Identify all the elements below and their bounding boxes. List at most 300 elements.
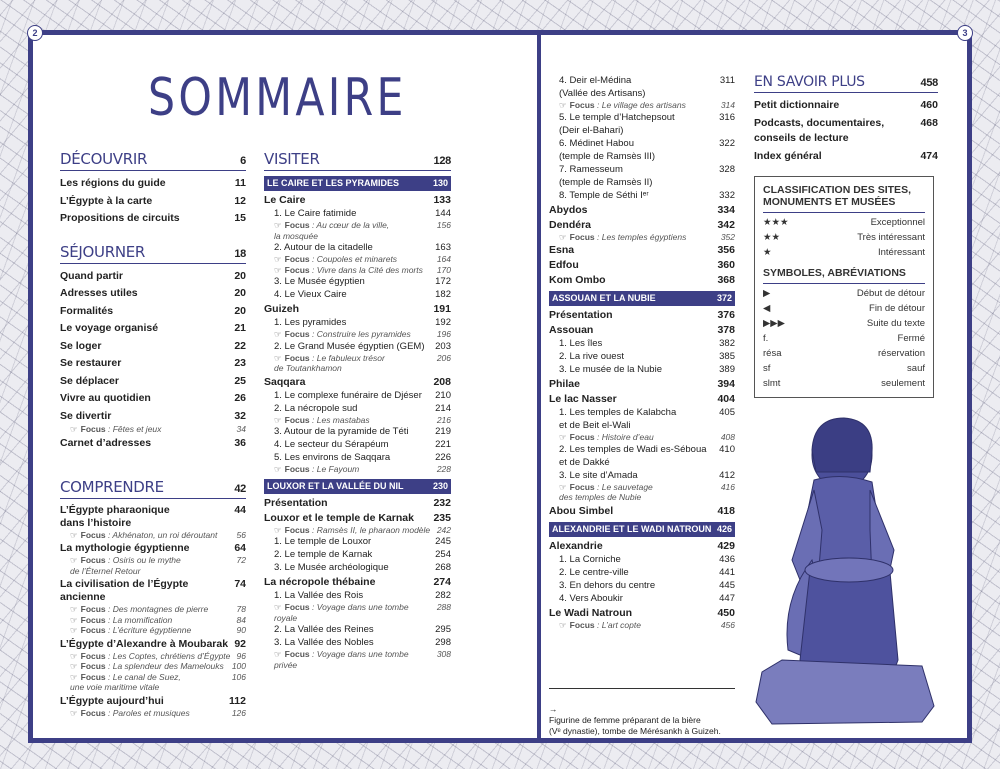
toc-entry-page: 182 xyxy=(435,289,451,300)
toc-entry-label: Kom Ombo xyxy=(549,274,606,286)
toc-entry-page: 389 xyxy=(719,364,735,375)
section-sejourner[interactable] xyxy=(60,243,246,264)
toc-entry-label: 5. Le temple d’Hatchepsout (Deir el-Bahari) xyxy=(559,111,675,136)
toc-entry-label: Alexandrie xyxy=(549,539,603,552)
toc-entry-label: Guizeh xyxy=(264,303,300,315)
toc-entry-page: 216 xyxy=(436,414,451,425)
toc-entry[interactable] xyxy=(549,378,735,391)
toc-entry-label: Philae xyxy=(549,378,580,390)
toc-entry-page: 74 xyxy=(234,578,246,590)
toc-entry[interactable] xyxy=(549,350,735,363)
toc-entry-page: 416 xyxy=(720,481,735,492)
toc-focus-entry[interactable] xyxy=(264,415,451,426)
toc-entry-label: ☞ Focus : Voyage dans une tombe royale xyxy=(274,602,409,623)
toc-entry-page: 78 xyxy=(236,604,246,614)
toc-column-3 xyxy=(549,74,735,630)
toc-entry[interactable] xyxy=(60,504,246,530)
toc-entry[interactable] xyxy=(60,542,246,555)
toc-entry[interactable] xyxy=(264,402,451,415)
toc-entry[interactable] xyxy=(264,376,451,389)
toc-entry-label: 1. Les temples de Kalabcha et de Beit el-Wali xyxy=(559,407,677,431)
toc-entry-label: Le Caire xyxy=(264,194,306,206)
toc-entry-label: 2. Le centre-ville xyxy=(559,566,629,578)
toc-entry-label: Propositions de circuits xyxy=(60,212,180,224)
toc-entry-page: 308 xyxy=(436,649,451,659)
toc-focus-entry[interactable] xyxy=(264,464,451,475)
toc-entry[interactable] xyxy=(264,275,451,288)
page-number-left: 2 xyxy=(27,25,43,41)
toc-entry-page: 90 xyxy=(236,625,246,635)
toc-entry-page: 100 xyxy=(231,661,246,671)
toc-entry-label: ☞ Focus : Le canal de Suez, une voie maritime vitale xyxy=(70,671,181,692)
toc-entry[interactable] xyxy=(264,561,451,574)
toc-focus-entry[interactable] xyxy=(264,265,451,276)
section-decouvrir[interactable] xyxy=(60,150,246,171)
toc-entry-label: L’Égypte pharaonique dans l’histoire xyxy=(60,503,170,529)
toc-entry[interactable] xyxy=(549,219,735,232)
toc-entry[interactable] xyxy=(264,512,451,525)
toc-entry-page: 192 xyxy=(435,317,451,328)
toc-entry[interactable] xyxy=(60,286,246,302)
toc-entry-page: 360 xyxy=(717,259,735,271)
toc-entry-page: 445 xyxy=(719,579,735,591)
toc-entry[interactable] xyxy=(754,149,938,165)
toc-focus-entry[interactable] xyxy=(60,708,246,719)
toc-entry-page: 232 xyxy=(433,496,451,509)
toc-entry-page: 376 xyxy=(717,309,735,321)
toc-entry[interactable] xyxy=(264,576,451,589)
toc-entry-label: 1. Le temple de Louxor xyxy=(274,536,372,547)
toc-entry[interactable] xyxy=(549,443,735,469)
toc-focus-entry[interactable] xyxy=(264,525,451,536)
toc-entry[interactable] xyxy=(264,451,451,464)
toc-entry[interactable] xyxy=(754,116,938,147)
toc-entry-label: ☞ Focus : Construire les pyramides xyxy=(274,329,411,339)
toc-entry-page: 394 xyxy=(717,378,735,390)
legend-entry xyxy=(763,286,925,301)
legend-definition: Début de détour xyxy=(856,288,925,299)
statue-jar-rim xyxy=(805,558,893,582)
assouan-list xyxy=(549,309,735,518)
toc-focus-entry[interactable] xyxy=(549,620,735,631)
toc-entry-label: Se divertir xyxy=(60,409,112,422)
toc-entry-page: 404 xyxy=(717,393,735,405)
toc-entry[interactable] xyxy=(60,638,246,651)
toc-entry-page: 418 xyxy=(717,504,735,517)
toc-focus-entry[interactable] xyxy=(60,661,246,672)
pointing-hand-icon: ☞ xyxy=(274,602,282,612)
toc-focus-entry[interactable] xyxy=(549,100,735,111)
image-caption xyxy=(549,688,735,737)
toc-entry[interactable] xyxy=(549,469,735,482)
toc-entry[interactable] xyxy=(60,578,246,604)
legend-box xyxy=(754,176,934,398)
toc-focus-entry[interactable] xyxy=(60,672,246,693)
toc-focus-entry[interactable] xyxy=(549,232,735,243)
toc-entry[interactable] xyxy=(549,406,735,432)
section-comprendre[interactable] xyxy=(60,478,246,499)
toc-entry[interactable] xyxy=(264,497,451,510)
toc-entry-label: Se loger xyxy=(60,339,102,352)
toc-entry[interactable]: Carnet d’adresses 36 xyxy=(60,436,246,449)
toc-entry-label: Présentation xyxy=(549,309,613,321)
toc-entry-page: 352 xyxy=(720,231,735,242)
toc-entry-page: 20 xyxy=(234,269,246,282)
page-gutter xyxy=(537,35,541,738)
section-page: 128 xyxy=(433,155,451,167)
toc-entry-label: ☞ Focus : L’écriture égyptienne xyxy=(70,625,192,635)
legend-symbol: ▶▶▶ xyxy=(763,318,785,329)
toc-entry-label: 2. Autour de la citadelle xyxy=(274,242,373,253)
toc-entry-label: Vivre au quotidien xyxy=(60,392,151,404)
toc-entry[interactable] xyxy=(264,340,451,353)
toc-entry[interactable] xyxy=(549,137,735,163)
pointing-hand-icon: ☞ xyxy=(274,464,282,474)
toc-entry[interactable] xyxy=(549,309,735,322)
toc-entry-label: ☞ Focus : La splendeur des Mamelouks xyxy=(70,661,224,671)
toc-entry-page: 163 xyxy=(435,242,451,253)
toc-entry-page: 447 xyxy=(719,592,735,604)
toc-entry-page: 214 xyxy=(435,402,451,414)
region-band-louxor[interactable]: LOUXOR ET LA VALLÉE DU NIL 230 xyxy=(264,479,451,494)
section-savoir-plus[interactable] xyxy=(754,74,938,93)
toc-entry[interactable] xyxy=(549,189,735,202)
toc-entry-page: 32 xyxy=(234,409,246,422)
toc-entry[interactable] xyxy=(60,321,246,337)
toc-entry-page: 25 xyxy=(234,374,246,387)
toc-entry-label: La civilisation de l’Égypte ancienne xyxy=(60,578,189,603)
toc-entry[interactable] xyxy=(549,540,735,553)
toc-focus-entry[interactable] xyxy=(60,530,246,541)
toc-entry-label: Index général xyxy=(754,149,822,162)
pointing-hand-icon: ☞ xyxy=(70,625,78,635)
toc-entry-label: L’Égypte aujourd’hui xyxy=(60,694,164,707)
toc-entry-label: 6. Médinet Habou (temple de Ramsès III) xyxy=(559,137,656,162)
region-band-alexandrie[interactable]: ALEXANDRIE ET LE WADI NATROUN 426 xyxy=(549,522,735,537)
toc-entry-label: 2. Le Grand Musée égyptien (GEM) xyxy=(274,340,425,352)
toc-entry[interactable] xyxy=(264,425,451,438)
toc-entry[interactable] xyxy=(549,324,735,337)
toc-entry-page: 468 xyxy=(920,116,938,129)
toc-entry-label: 3. Le site d’Amada xyxy=(559,469,638,481)
toc-focus-entry[interactable] xyxy=(264,329,451,340)
toc-entry-label: 3. Le Musée égyptien xyxy=(274,276,365,287)
toc-entry-label: 7. Ramesseum (temple de Ramsès II) xyxy=(559,163,653,188)
toc-focus-entry[interactable] xyxy=(549,482,735,503)
pointing-hand-icon: ☞ xyxy=(274,524,282,535)
section-title: VISITER xyxy=(264,150,320,168)
toc-entry[interactable] xyxy=(549,244,735,257)
visiter-continued-list xyxy=(549,74,735,287)
toc-entry[interactable] xyxy=(60,304,246,320)
toc-entry-page: 316 xyxy=(719,111,735,123)
toc-entry-label: 1. La Corniche xyxy=(559,553,621,565)
toc-entry-label: Louxor et le temple de Karnak xyxy=(264,511,414,524)
toc-entry-page: 474 xyxy=(920,149,938,162)
toc-entry-page: 378 xyxy=(717,324,735,336)
toc-entry[interactable] xyxy=(549,259,735,272)
toc-entry-label: Se déplacer xyxy=(60,374,119,387)
toc-entry-page: 254 xyxy=(435,549,451,560)
toc-entry[interactable] xyxy=(549,74,735,100)
toc-entry-label: ☞ Focus : Le Fayoum xyxy=(274,464,360,474)
toc-focus-entry[interactable] xyxy=(60,555,246,576)
legend-entry xyxy=(763,376,925,391)
toc-entry-label: Le Wadi Natroun xyxy=(549,606,633,619)
toc-entry[interactable] xyxy=(549,607,735,620)
toc-entry-label: La mythologie égyptienne xyxy=(60,542,190,554)
toc-entry-label: Abydos xyxy=(549,203,588,216)
toc-entry-label: 2. Les temples de Wadi es-Séboua et de Dakké xyxy=(559,443,707,468)
toc-entry-page: 328 xyxy=(719,163,735,175)
toc-entry[interactable] xyxy=(264,636,451,649)
legend-symbol: sf xyxy=(763,363,771,374)
toc-entry-label: ☞ Focus : Paroles et musiques xyxy=(70,707,190,718)
section-visiter[interactable] xyxy=(264,150,451,171)
toc-entry-page: 196 xyxy=(436,329,451,339)
toc-entry-page: 56 xyxy=(236,529,246,540)
toc-entry-page: 274 xyxy=(433,576,451,588)
toc-entry-label: Podcasts, documentaires, conseils de lecture xyxy=(754,116,885,144)
legend-divider xyxy=(763,212,925,213)
toc-focus-entry[interactable] xyxy=(264,254,451,265)
pointing-hand-icon: ☞ xyxy=(274,414,282,425)
toc-entry-page: 408 xyxy=(720,432,735,442)
toc-entry[interactable] xyxy=(60,194,246,210)
toc-entry-label: La nécropole thébaine xyxy=(264,576,376,588)
toc-focus-entry[interactable] xyxy=(60,604,246,615)
toc-entry[interactable] xyxy=(264,548,451,561)
toc-entry-page: 322 xyxy=(719,137,735,149)
pointing-hand-icon: ☞ xyxy=(274,254,282,264)
toc-entry-label: ☞ Focus : Les temples égyptiens xyxy=(559,231,687,242)
toc-entry[interactable] xyxy=(549,337,735,350)
toc-entry-page: 20 xyxy=(234,304,246,317)
toc-entry-page: 22 xyxy=(234,339,246,352)
toc-entry[interactable] xyxy=(60,695,246,708)
toc-entry-page: 11 xyxy=(234,177,246,189)
toc-entry-page: 228 xyxy=(436,464,451,474)
toc-entry-page: 245 xyxy=(435,536,451,547)
toc-entry-page: 203 xyxy=(435,340,451,352)
toc-entry-page: 72 xyxy=(236,555,246,565)
toc-entry-page: 385 xyxy=(719,351,735,362)
legend-symbol: ★ xyxy=(763,247,772,258)
toc-entry-page: 170 xyxy=(436,264,451,275)
pointing-hand-icon: ☞ xyxy=(70,661,78,671)
legend-definition: sauf xyxy=(907,363,925,374)
toc-entry[interactable] xyxy=(549,274,735,287)
toc-focus-entry[interactable] xyxy=(60,625,246,636)
caption-text: Figurine de femme préparant de la bière (Vᵉ dynastie), tombe de Mérésankh à Guizeh. xyxy=(549,715,721,736)
toc-entry[interactable] xyxy=(264,241,451,254)
pointing-hand-icon: ☞ xyxy=(559,619,567,630)
legend-symbol: ◀ xyxy=(763,303,771,314)
section-page: 42 xyxy=(234,482,246,495)
toc-entry[interactable] xyxy=(60,374,246,390)
legend-symbol: ★★★ xyxy=(763,217,789,228)
caire-list xyxy=(264,194,451,475)
toc-entry-label: Présentation xyxy=(264,496,328,509)
toc-entry[interactable] xyxy=(264,316,451,329)
legend-entry xyxy=(763,361,925,376)
pointing-hand-icon: ☞ xyxy=(70,529,78,540)
toc-focus-entry[interactable] xyxy=(264,220,451,241)
toc-entry-page: 226 xyxy=(435,452,451,463)
toc-entry-label: ☞ Focus : Des montagnes de pierre xyxy=(70,604,209,614)
toc-entry[interactable] xyxy=(549,393,735,406)
toc-focus-entry[interactable]: ☞ Focus : Fêtes et jeux 34 xyxy=(70,424,246,434)
toc-entry-page: 15 xyxy=(234,212,246,224)
toc-entry-page: 382 xyxy=(719,338,735,349)
toc-entry-page: 219 xyxy=(435,426,451,437)
toc-entry[interactable] xyxy=(264,207,451,220)
legend-definition: Intéressant xyxy=(878,247,925,258)
pointing-hand-icon: ☞ xyxy=(70,424,78,434)
toc-entry-page: 410 xyxy=(719,443,735,455)
toc-entry-label: Abou Simbel xyxy=(549,504,614,517)
legend-symbol: résa xyxy=(763,348,782,359)
toc-focus-entry[interactable] xyxy=(60,615,246,626)
toc-entry-page: 436 xyxy=(719,553,735,565)
section-title: EN SAVOIR PLUS xyxy=(754,74,865,90)
toc-entry[interactable] xyxy=(754,98,938,114)
toc-entry-page: 172 xyxy=(435,276,451,287)
toc-entry-page: 356 xyxy=(717,244,735,256)
toc-entry-label: ☞ Focus : Au cœur de la ville, la mosquée xyxy=(274,220,390,241)
toc-entry-label: 1. Les pyramides xyxy=(274,317,347,328)
toc-entry[interactable] xyxy=(60,211,246,227)
toc-entry-label: Adresses utiles xyxy=(60,287,138,299)
toc-focus-entry[interactable] xyxy=(549,432,735,443)
toc-column-4 xyxy=(754,74,938,164)
toc-entry[interactable] xyxy=(549,553,735,566)
toc-entry-page: 405 xyxy=(719,407,735,418)
ratings-list xyxy=(763,215,925,260)
toc-entry[interactable] xyxy=(264,303,451,316)
toc-entry[interactable] xyxy=(60,269,246,285)
pointing-hand-icon: ☞ xyxy=(559,231,567,242)
toc-entry-label: ☞ Focus : Ramsès II, le pharaon modèle xyxy=(274,524,431,535)
toc-entry[interactable] xyxy=(60,409,246,425)
toc-entry-page: 21 xyxy=(234,322,246,334)
toc-entry-label: Formalités xyxy=(60,304,114,317)
toc-entry-label: 2. La rive ouest xyxy=(559,351,624,362)
section-title: DÉCOUVRIR xyxy=(60,150,148,168)
toc-entry-label: ☞ Focus : Histoire d’eau xyxy=(559,432,654,442)
pointing-hand-icon: ☞ xyxy=(274,220,282,230)
region-band-caire[interactable]: LE CAIRE ET LES PYRAMIDES 130 xyxy=(264,176,451,191)
toc-entry[interactable] xyxy=(549,363,735,376)
toc-entry[interactable] xyxy=(60,391,246,407)
toc-entry-label: 3. La Vallée des Nobles xyxy=(274,637,374,648)
toc-focus-entry[interactable] xyxy=(264,602,451,623)
toc-focus-entry[interactable] xyxy=(264,353,451,374)
toc-entry[interactable] xyxy=(264,194,451,207)
toc-entry-label: ☞ Focus : Le fabuleux trésor de Toutankhamon xyxy=(274,352,385,373)
toc-entry-page: 429 xyxy=(717,539,735,552)
toc-entry-page: 441 xyxy=(719,566,735,578)
toc-entry-page: 84 xyxy=(236,614,246,625)
toc-column-2 xyxy=(264,150,451,670)
toc-entry-label: 3. Le Musée archéologique xyxy=(274,562,389,573)
toc-entry[interactable] xyxy=(549,592,735,605)
toc-entry-page: 191 xyxy=(433,303,451,315)
pointing-hand-icon: ☞ xyxy=(559,432,567,442)
toc-entry[interactable] xyxy=(549,579,735,592)
toc-entry-page: 23 xyxy=(234,357,246,369)
legend-entry xyxy=(763,215,925,230)
caption-arrow-icon: → xyxy=(549,704,558,714)
toc-focus-entry[interactable] xyxy=(264,649,451,670)
toc-entry-page: 12 xyxy=(234,194,246,207)
statue-base xyxy=(756,660,934,724)
legend-entry xyxy=(763,301,925,316)
toc-entry[interactable] xyxy=(549,111,735,137)
toc-entry-page: 342 xyxy=(717,218,735,231)
pointing-hand-icon: ☞ xyxy=(274,649,282,659)
toc-entry-label: Se restaurer xyxy=(60,357,122,369)
toc-entry-label: 1. La Vallée des Rois xyxy=(274,590,364,601)
toc-entry-page: 96 xyxy=(236,650,246,661)
region-band-assouan[interactable]: ASSOUAN ET LA NUBIE 372 xyxy=(549,291,735,306)
toc-entry[interactable] xyxy=(264,438,451,451)
toc-entry-label: ☞ Focus : Les mastabas xyxy=(274,414,370,425)
toc-entry[interactable] xyxy=(549,566,735,579)
toc-entry-label: L’Égypte à la carte xyxy=(60,194,153,207)
toc-entry-label: Saqqara xyxy=(264,375,306,388)
pointing-hand-icon: ☞ xyxy=(70,650,78,661)
symbols-list xyxy=(763,286,925,391)
toc-entry-label: 4. Le Vieux Caire xyxy=(274,289,347,300)
toc-entry[interactable] xyxy=(60,339,246,355)
pointing-hand-icon: ☞ xyxy=(70,555,78,565)
toc-entry[interactable] xyxy=(549,163,735,189)
legend-symbol: ★★ xyxy=(763,232,781,243)
toc-entry[interactable] xyxy=(264,623,451,636)
toc-entry-label: 2. Le temple de Karnak xyxy=(274,549,373,560)
statue-wig xyxy=(812,418,872,472)
toc-entry-page: 20 xyxy=(234,287,246,299)
toc-entry-label: 2. La Vallée des Reines xyxy=(274,624,374,635)
toc-entry[interactable] xyxy=(264,389,451,402)
toc-entry[interactable] xyxy=(60,176,246,192)
toc-entry-page: 106 xyxy=(231,671,246,682)
toc-entry-page: 242 xyxy=(436,524,451,535)
toc-entry[interactable] xyxy=(264,288,451,301)
toc-entry-label: 3. Autour de la pyramide de Téti xyxy=(274,426,409,437)
toc-entry[interactable] xyxy=(549,204,735,217)
legend-entry xyxy=(763,331,925,346)
toc-entry[interactable] xyxy=(549,505,735,518)
pointing-hand-icon: ☞ xyxy=(274,264,282,275)
toc-entry[interactable] xyxy=(60,356,246,372)
toc-entry-page: 44 xyxy=(234,503,246,516)
legend-entry xyxy=(763,316,925,331)
toc-entry[interactable] xyxy=(264,535,451,548)
page-title: SOMMAIRE xyxy=(148,68,407,128)
sejourner-list xyxy=(60,269,246,425)
toc-entry-label: L’Égypte d’Alexandre à Moubarak xyxy=(60,637,229,650)
pointing-hand-icon: ☞ xyxy=(70,671,78,682)
pointing-hand-icon: ☞ xyxy=(274,329,282,339)
toc-entry-label: 4. Deir el-Médina (Vallée des Artisans) xyxy=(559,75,646,99)
toc-entry-label: Edfou xyxy=(549,259,579,271)
toc-entry-page: 133 xyxy=(433,194,451,206)
toc-entry[interactable] xyxy=(264,589,451,602)
toc-entry-label: ☞ Focus : Voyage dans une tombe privée xyxy=(274,649,409,670)
toc-focus-entry[interactable] xyxy=(60,651,246,662)
